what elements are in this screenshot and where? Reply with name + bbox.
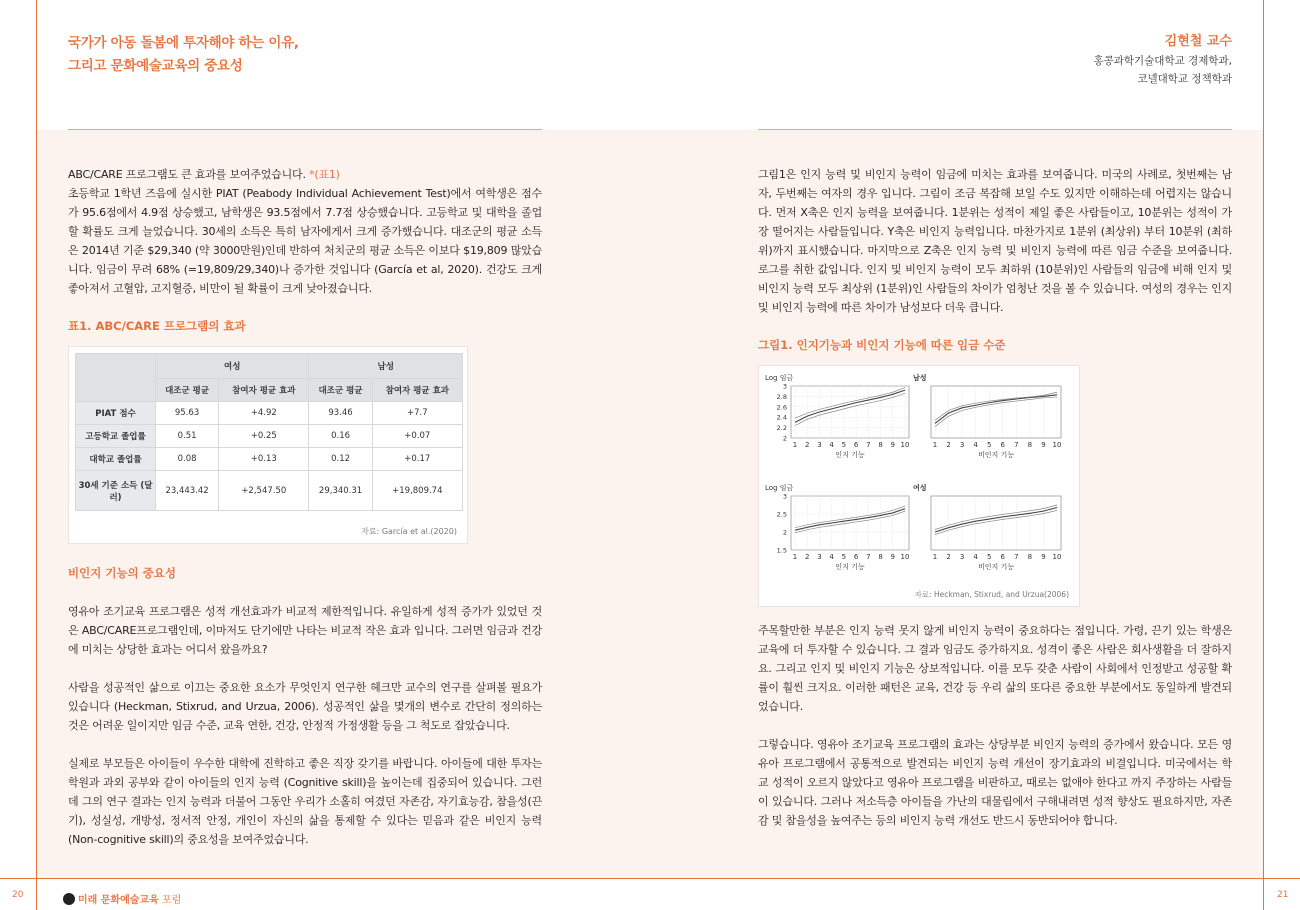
row-label: 고등학교 졸업률	[76, 425, 156, 448]
table-cell: +0.25	[219, 425, 309, 448]
table-cell: 0.12	[309, 448, 372, 471]
wage-figure	[758, 365, 1080, 607]
x-tick-label: 6	[853, 441, 859, 449]
x-tick-label: 7	[1014, 441, 1019, 449]
x-tick-label: 4	[973, 553, 978, 561]
x-tick-label: 3	[959, 441, 965, 449]
table-row	[76, 402, 463, 425]
y-tick-label: 2.5	[776, 510, 787, 519]
x-tick-label: 4	[973, 441, 978, 449]
brand-name-light: 포럼	[158, 895, 182, 906]
x-tick-label: 5	[841, 553, 847, 561]
table-cell: +0.07	[372, 425, 462, 448]
x-tick-label: 7	[1014, 553, 1019, 561]
body-paragraph: 실제로 부모들은 아이들이 우수한 대학에 진학하고 좋은 직장 갖기를 바랍니다. 아이들에 대한 투자는 학원과 과외 공부와 같이 아이들의 인지 능력 (Cognitive skill)을 높이는데 집중되어 있습니다. 그런데 그의 연구 결과는 인지 능력과 더불어 그동안 우리가 소홀히 여겼던 자존감, 자기효능감, 참을성(끈기), 성실성, 개방성, 정서적 안정, 개인이 자신의 삶을 통제할 수 있다는 믿음과 같은 비인지 능력(Non-cognitive skill)의 중요성을 보여주었습니다.	[68, 757, 542, 846]
x-tick-label: 5	[841, 441, 847, 449]
body-paragraph: 영유아 조기교육 프로그램은 성적 개선효과가 비교적 제한적입니다. 유일하게 성적 증가가 있었던 것은 ABC/CARE프로그램인데, 이마저도 단기에만 나타는 비교적 작은 효과 입니다. 그러면 임금과 건강에 미치는 상당한 효과는 어디서 왔을까요?	[68, 605, 542, 656]
right-margin-line	[1263, 0, 1264, 910]
page-number-right: 21	[1277, 890, 1289, 900]
x-tick-label: 6	[853, 553, 859, 561]
x-tick-label: 2	[946, 441, 951, 449]
table-corner	[76, 354, 156, 402]
y-tick-label: 2.8	[776, 392, 787, 401]
x-tick-label: 8	[1027, 553, 1033, 561]
x-tick-label: 9	[1041, 441, 1046, 449]
x-tick-label: 4	[829, 441, 834, 449]
series-line	[935, 510, 1057, 534]
intro-paragraph	[68, 165, 542, 184]
author-affiliation: 코넬대학교 정책학과	[1137, 73, 1232, 85]
footer-line	[0, 878, 1300, 879]
x-tick-label: 4	[829, 553, 834, 561]
y-tick-label: 2	[782, 434, 787, 443]
wage-charts	[759, 366, 1081, 608]
body-paragraph: 사람을 성공적인 삶으로 이끄는 중요한 요소가 무엇인지 연구한 헤크만 교수의 연구를 살펴볼 필요가 있습니다 (Heckman, Stixrud, and Urzua, 2006). 성공적인 삶을 몇개의 변수로 간단히 정의하는 것은 어려운 일이지만 임금 수준, 교육 연한, 건강, 안정적 가정생활 등을 그 척도로 잡았습니다.	[68, 681, 542, 732]
plot-frame	[791, 386, 909, 438]
table-cell: +7.7	[372, 402, 462, 425]
x-tick-label: 1	[792, 441, 798, 449]
right-header-rule	[758, 129, 1232, 130]
x-tick-label: 6	[1000, 553, 1006, 561]
title-line: 그리고 문화예술교육의 중요성	[68, 58, 243, 74]
brand-name-bold: 미래 문화예술교육	[78, 895, 159, 906]
figure-source: 자료: Heckman, Stixrud, and Urzua(2006)	[914, 590, 1069, 599]
x-tick-label: 7	[866, 553, 871, 561]
x-tick-label: 5	[986, 553, 992, 561]
table-cell: +0.17	[372, 448, 462, 471]
x-tick-label: 1	[932, 553, 938, 561]
group-header-female: 여성	[156, 354, 309, 379]
x-tick-label: 3	[817, 441, 822, 449]
body-paragraph: 그렇습니다. 영유아 조기교육 프로그램의 효과는 상당부분 비인지 능력의 증가에서 왔습니다. 모든 영유아 프로그램에서 공통적으로 발견되는 비인지 능력 개선이 장기효과의 비결입니다. 미국에서는 학교 성적이 오르지 않았다고 영유아 프로그램을 비판하고, 때로는 없애야 한다고 까지 주장하는 사람들이 있습니다. 그러나 저소득층 아이들을 가난의 대물림에서 구해내려면 성적 향상도 필요하지만, 자존감 및 참을성을 높여주는 등의 비인지 능력 개선도 반드시 동반되어야 합니다.	[758, 738, 1232, 827]
table-cell: 23,443.42	[156, 471, 219, 511]
x-axis-label: 인지 기능	[835, 563, 865, 571]
table-cell: 29,340.31	[309, 471, 372, 511]
left-margin-line	[36, 0, 37, 910]
series-line	[795, 506, 905, 528]
series-line	[795, 388, 905, 419]
y-tick-label: 3	[782, 492, 787, 501]
table-row	[76, 448, 463, 471]
left-header-rule	[68, 129, 542, 130]
y-tick-label: 1.5	[776, 546, 787, 555]
series-line	[795, 509, 905, 531]
page-number-left: 20	[12, 890, 24, 900]
table-cell: 0.51	[156, 425, 219, 448]
left-column	[68, 165, 542, 849]
x-tick-label: 5	[986, 441, 992, 449]
x-tick-label: 9	[1041, 553, 1046, 561]
table-figure	[68, 346, 468, 544]
table-cell: 93.46	[309, 402, 372, 425]
table-row	[76, 425, 463, 448]
y-axis-label: Log 임금	[765, 374, 794, 382]
author-affiliation: 홍콩과학기술대학교 경제학과,	[1093, 55, 1232, 67]
x-tick-label: 1	[932, 441, 938, 449]
group-header-male: 남성	[309, 354, 463, 379]
x-tick-label: 8	[878, 441, 883, 449]
x-tick-label: 9	[890, 441, 896, 449]
x-tick-label: 3	[959, 553, 965, 561]
series-line	[935, 508, 1057, 532]
y-tick-label: 2.2	[776, 424, 787, 433]
brand-logo-icon	[63, 893, 75, 905]
title-line: 국가가 아동 돌봄에 투자해야 하는 이유,	[68, 35, 299, 51]
right-column	[758, 165, 1232, 830]
brand-name	[78, 891, 181, 906]
table-cell: +4.92	[219, 402, 309, 425]
table-cell: 95.63	[156, 402, 219, 425]
row-label: 30세 기준 소득 (달러)	[76, 471, 156, 511]
table-row	[76, 471, 463, 511]
series-line	[935, 505, 1057, 529]
footer-brand	[63, 891, 181, 906]
y-tick-label: 2.4	[776, 413, 787, 422]
table-source: 자료: García et al.(2020)	[361, 527, 457, 536]
series-line	[795, 393, 905, 425]
row-label: PIAT 점수	[76, 402, 156, 425]
table-reference: *(표1)	[309, 168, 340, 181]
author-block	[1093, 32, 1232, 88]
section-title: 비인지 기능의 중요성	[68, 566, 176, 580]
y-axis-label: Log 임금	[765, 484, 794, 492]
table-cell: 0.16	[309, 425, 372, 448]
x-tick-label: 7	[866, 441, 871, 449]
table-cell: +0.13	[219, 448, 309, 471]
x-axis-label: 비인지 기능	[977, 563, 1015, 571]
x-axis-label: 인지 기능	[835, 451, 865, 459]
x-tick-label: 3	[817, 553, 822, 561]
author-name: 김현철 교수	[1164, 34, 1232, 49]
y-tick-label: 2	[782, 528, 787, 537]
x-tick-label: 9	[890, 553, 896, 561]
effects-table	[75, 353, 463, 511]
sub-header: 대조군 평균	[156, 379, 219, 402]
x-tick-label: 8	[878, 553, 883, 561]
sub-header: 참여자 평균 효과	[219, 379, 309, 402]
x-tick-label: 10	[900, 441, 910, 449]
x-tick-label: 2	[946, 553, 951, 561]
x-tick-label: 2	[804, 441, 810, 449]
x-tick-label: 10	[1052, 553, 1062, 561]
x-tick-label: 6	[1000, 441, 1006, 449]
body-paragraph: 주목할만한 부분은 인지 능력 못지 않게 비인지 능력이 중요하다는 점입니다. 가령, 끈기 있는 학생은 교육에 더 투자할 수 있습니다. 그 결과 임금도 증가하지요. 성격이 좋은 사람은 회사생활을 더 잘하지요. 그리고 인지 및 비인지 기능은 상보적입니다. 이를 모두 갖춘 사람이 사회에서 인정받고 성공할 확률이 훨씬 크지요. 이러한 패턴은 교육, 건강 등 우리 삶의 또다른 중요한 부분에서도 동일하게 발견되었습니다.	[758, 624, 1232, 713]
x-tick-label: 8	[1027, 441, 1033, 449]
table-cell: +19,809.74	[372, 471, 462, 511]
x-axis-label: 비인지 기능	[977, 451, 1015, 459]
intro-text: ABC/CARE 프로그램도 큰 효과를 보여주었습니다.	[68, 168, 306, 181]
x-tick-label: 1	[792, 553, 798, 561]
y-tick-label: 3	[782, 382, 787, 391]
table-cell: +2,547.50	[219, 471, 309, 511]
article-title	[68, 32, 299, 78]
table-cell: 0.08	[156, 448, 219, 471]
chart-title: 남성	[913, 374, 927, 382]
x-tick-label: 10	[1052, 441, 1062, 449]
chart-title: 여성	[913, 484, 927, 492]
y-tick-label: 2.6	[776, 403, 787, 412]
figure-caption: 그림1. 인지기능과 비인지 기능에 따른 임금 수준	[758, 338, 1006, 352]
body-paragraph: 초등학교 1학년 즈음에 실시한 PIAT (Peabody Individual Achievement Test)에서 여학생은 점수가 95.6점에서 4.9점 상승했고, 남학생은 93.5점에서 7.7점 상승했습니다. 고등학교 및 대학을 졸업할 확률도 크게 늘었습니다. 30세의 소득은 특히 남자에게서 크게 증가했습니다. 대조군의 평균 소득은 2014년 기준 $29,340 (약 3000만원)인데 반하여 처치군의 평균 소득은 이보다 $19,809 많았습니다. 임금이 무려 68% (=19,809/29,340)나 증가한 것입니다 (García et al, 2020). 건강도 크게 좋아져서 고혈압, 고지혈증, 비만이 될 확률이 크게 낮아졌습니다.	[68, 187, 542, 295]
x-tick-label: 2	[804, 553, 810, 561]
body-paragraph: 그림1은 인지 능력 및 비인지 능력이 임금에 미치는 효과를 보여줍니다. 미국의 사례로, 첫번째는 남자, 두번째는 여자의 경우 입니다. 그림이 조금 복잡해 보일 수도 있지만 이해하는데 어렵지는 않습니다. 먼저 X축은 인지 능력을 보여줍니다. 1분위는 성적이 제일 좋은 사람들이고, 10분위는 성적이 가장 떨어지는 사람들입니다. Y축은 비인지 능력입니다. 마찬가지로 1분위 (최상위) 부터 10분위 (최하위)까지 표시했습니다. 마지막으로 Z축은 인지 능력 및 비인지 능력에 따른 임금 수준을 보여줍니다. 로그를 취한 값입니다. 인지 및 비인지 능력이 모두 최하위 (10분위)인 사람들의 임금에 비해 인지 및 비인지 능력 모두 최상위 (1분위)인 사람들의 차이가 엄청난 것을 볼 수 있습니다. 여성의 경우는 인지 및 비인지 능력에 따른 차이가 남성보다 더욱 큽니다.	[758, 168, 1232, 314]
row-label: 대학교 졸업률	[76, 448, 156, 471]
table-caption: 표1. ABC/CARE 프로그램의 효과	[68, 319, 246, 333]
sub-header: 참여자 평균 효과	[372, 379, 462, 402]
x-tick-label: 10	[900, 553, 910, 561]
sub-header: 대조군 평균	[309, 379, 372, 402]
plot-frame	[931, 496, 1061, 550]
